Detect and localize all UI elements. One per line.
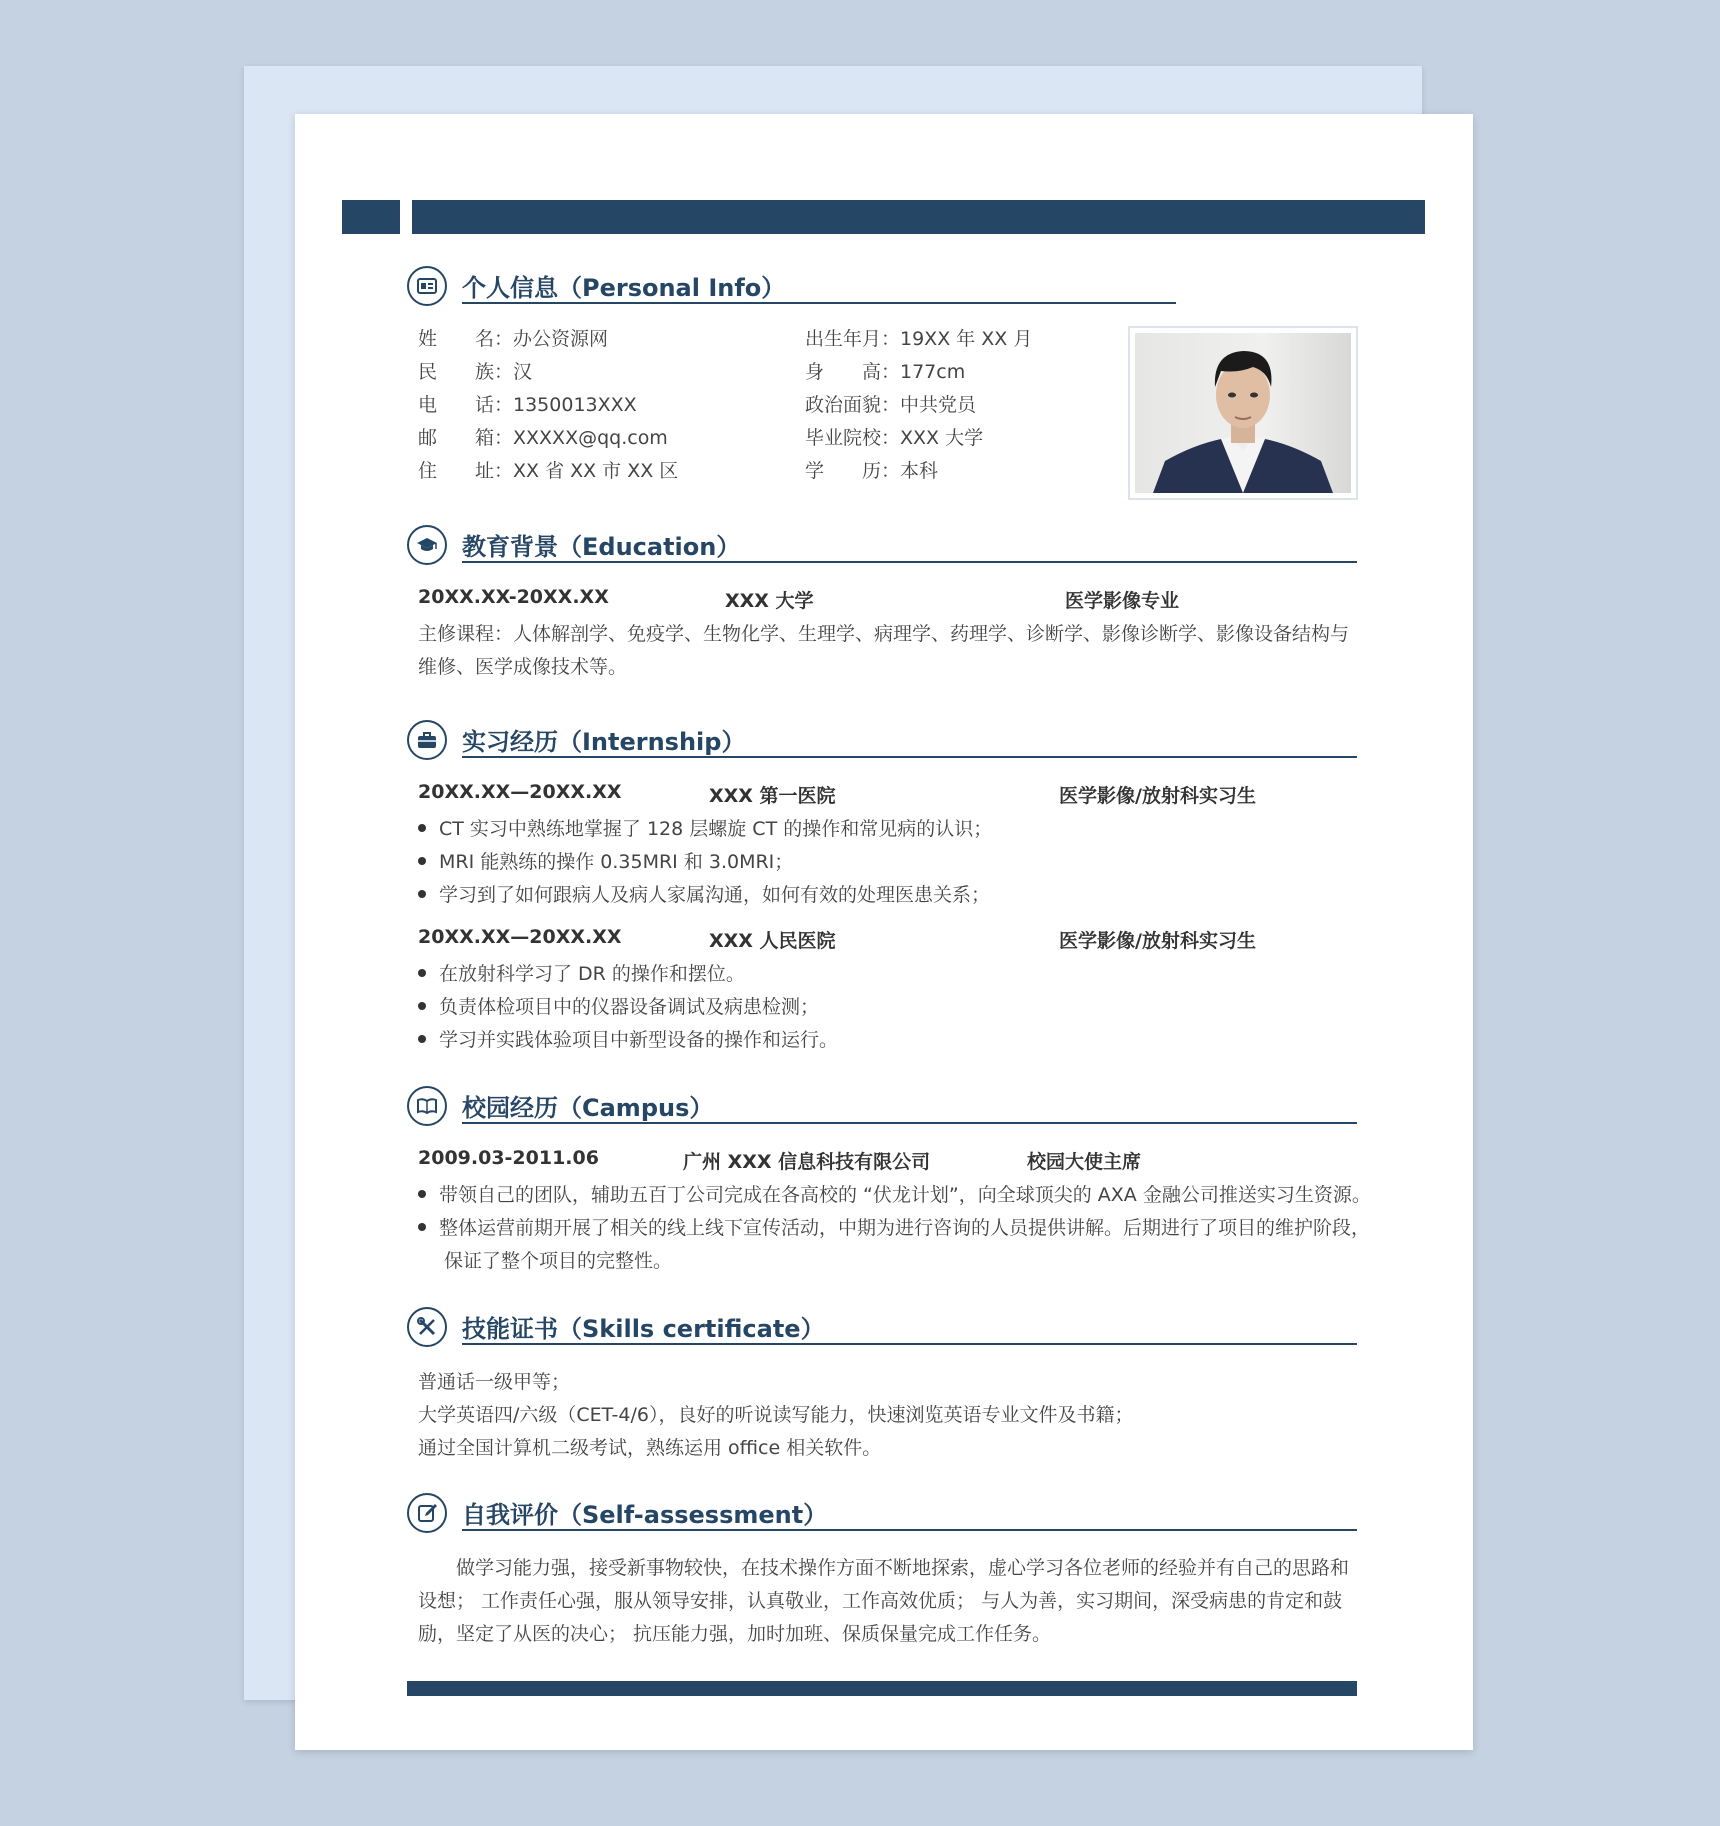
education-school: XXX 大学 <box>725 590 814 612</box>
section-underline <box>462 1122 1357 1124</box>
header-bar-small <box>342 200 400 234</box>
education-date: 20XX.XX-20XX.XX <box>418 586 609 608</box>
internship-date: 20XX.XX—20XX.XX <box>418 781 622 803</box>
info-school: 毕业院校：XXX 大学 <box>805 427 984 449</box>
education-courses-line: 主修课程：人体解剖学、免疫学、生物化学、生理学、病理学、药理学、诊断学、影像诊断学、影像设备结构与 <box>418 623 1350 645</box>
resume-page <box>295 114 1473 1750</box>
list-item: 在放射科学习了 DR 的操作和摆位。 <box>418 959 745 986</box>
header-bar <box>412 200 1425 234</box>
list-item: MRI 能熟练的操作 0.35MRI 和 3.0MRI； <box>418 847 793 874</box>
education-major: 医学影像专业 <box>1065 590 1180 612</box>
internship-date: 20XX.XX—20XX.XX <box>418 926 622 948</box>
section-underline <box>462 561 1357 563</box>
campus-org: 广州 XXX 信息科技有限公司 <box>683 1151 931 1173</box>
info-name: 姓 名：办公资源网 <box>418 328 609 350</box>
section-title: 校园经历（Campus） <box>462 1094 714 1122</box>
section-title: 自我评价（Self-assessment） <box>462 1501 828 1529</box>
info-address: 住 址：XX 省 XX 市 XX 区 <box>418 460 679 482</box>
section-underline <box>462 1343 1357 1345</box>
info-degree: 学 历：本科 <box>805 460 939 482</box>
info-height: 身 高：177cm <box>805 361 966 383</box>
list-item-continuation: 保证了整个项目的完整性。 <box>444 1250 673 1272</box>
self-assessment-line: 设想； 工作责任心强，服从领导安排，认真敬业，工作高效优质； 与人为善，实习期间，深受病患的肯定和鼓 <box>418 1590 1343 1612</box>
self-assessment-line: 励，坚定了从医的决心； 抗压能力强，加时加班、保质保量完成工作任务。 <box>418 1623 1052 1645</box>
tools-icon <box>407 1307 447 1347</box>
info-ethnicity: 民 族：汉 <box>418 361 533 383</box>
info-email: 邮 箱：XXXXX@qq.com <box>418 427 668 449</box>
section-title: 技能证书（Skills certificate） <box>462 1315 825 1343</box>
section-title: 实习经历（Internship） <box>462 728 746 756</box>
profile-photo <box>1135 333 1351 493</box>
campus-date: 2009.03-2011.06 <box>418 1147 599 1169</box>
skill-item: 通过全国计算机二级考试，熟练运用 office 相关软件。 <box>418 1437 882 1459</box>
book-icon <box>407 1086 447 1126</box>
section-underline <box>462 302 1176 304</box>
internship-role: 医学影像/放射科实习生 <box>1059 930 1256 952</box>
list-item: 学习到了如何跟病人及病人家属沟通，如何有效的处理医患关系； <box>418 880 990 907</box>
footer-bar <box>407 1681 1357 1696</box>
list-item: 整体运营前期开展了相关的线上线下宣传活动，中期为进行咨询的人员提供讲解。后期进行了项目的维护阶段， <box>418 1213 1370 1240</box>
graduation-cap-icon <box>407 525 447 565</box>
internship-role: 医学影像/放射科实习生 <box>1059 785 1256 807</box>
edit-icon <box>407 1493 447 1533</box>
info-birth: 出生年月：19XX 年 XX 月 <box>805 328 1033 350</box>
list-item: 学习并实践体验项目中新型设备的操作和运行。 <box>418 1025 838 1052</box>
section-title: 教育背景（Education） <box>462 533 741 561</box>
info-phone: 电 话：1350013XXX <box>418 394 637 416</box>
list-item: 负责体检项目中的仪器设备调试及病患检测； <box>418 992 819 1019</box>
skill-item: 大学英语四/六级（CET-4/6），良好的听说读写能力，快速浏览英语专业文件及书籍； <box>418 1404 1134 1426</box>
campus-role: 校园大使主席 <box>1027 1151 1142 1173</box>
internship-org: XXX 第一医院 <box>709 785 836 807</box>
section-underline <box>462 756 1357 758</box>
internship-org: XXX 人民医院 <box>709 930 836 952</box>
section-title: 个人信息（Personal Info） <box>462 274 786 302</box>
self-assessment-line: 做学习能力强，接受新事物较快，在技术操作方面不断地探索，虚心学习各位老师的经验并有自己的思路和 <box>456 1557 1350 1579</box>
briefcase-icon <box>407 720 447 760</box>
info-political: 政治面貌：中共党员 <box>805 394 977 416</box>
list-item: 带领自己的团队，辅助五百丁公司完成在各高校的 “伏龙计划”，向全球顶尖的 AXA 金融公司推送实习生资源。 <box>418 1180 1371 1207</box>
list-item: CT 实习中熟练地掌握了 128 层螺旋 CT 的操作和常见病的认识； <box>418 814 992 841</box>
skill-item: 普通话一级甲等； <box>418 1371 571 1393</box>
id-card-icon <box>407 266 447 306</box>
section-underline <box>462 1529 1357 1531</box>
profile-photo-frame <box>1128 326 1358 500</box>
education-courses-line: 维修、医学成像技术等。 <box>418 656 628 678</box>
